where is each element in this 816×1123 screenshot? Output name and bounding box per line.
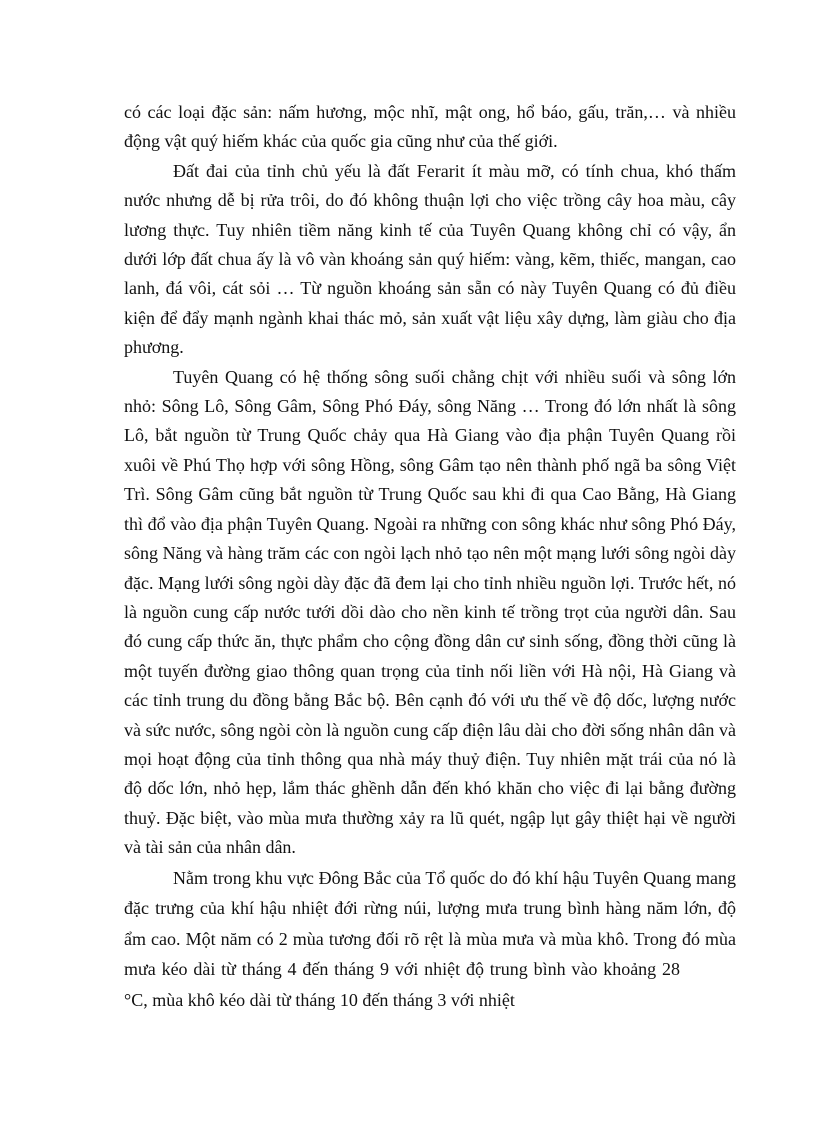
document-page bbox=[124, 98, 736, 1015]
climate-text-before: Nằm trong khu vực Đông Bắc của Tổ quốc do đó khí hậu Tuyên Quang mang đặc trưng của khí hậu nhiệt đới rừng núi, lượng mưa trung bình hàng năm lớn, độ ẩm cao. Một năm có 2 mùa tương đối rõ rệt là mùa mưa và mùa khô. Trong đó mùa mưa kéo dài từ tháng 4 đến tháng 9 với nhiệt độ trung bình vào khoảng 28 bbox=[124, 867, 736, 980]
paragraph-soil-minerals: Đất đai của tỉnh chủ yếu là đất Ferarit ít màu mỡ, có tính chua, khó thấm nước nhưng dễ bị rửa trôi, do đó không thuận lợi cho việc trồng cây hoa màu, cây lương thực. Tuy nhiên tiềm năng kinh tế của Tuyên Quang không chỉ có vậy, ẩn dưới lớp đất chua ấy là vô vàn khoáng sản quý hiếm: vàng, kẽm, thiếc, mangan, cao lanh, đá vôi, cát sỏi … Từ nguồn khoáng sản sẵn có này Tuyên Quang có đủ điều kiện để đẩy mạnh ngành khai thác mỏ, sản xuất vật liệu xây dựng, làm giàu cho địa phương. bbox=[124, 160, 736, 358]
paragraph-specialties: có các loại đặc sản: nấm hương, mộc nhĩ, mật ong, hổ báo, gấu, trăn,… và nhiều động vật quý hiếm khác của quốc gia cũng như của thế giới. bbox=[124, 102, 736, 152]
paragraph-climate bbox=[124, 863, 736, 1016]
paragraph-rivers: Tuyên Quang có hệ thống sông suối chằng chịt với nhiều suối và sông lớn nhỏ: Sông Lô, Sông Gâm, Sông Phó Đáy, sông Năng … Trong đó lớn nhất là sông Lô, bắt nguồn từ Trung Quốc chảy qua Hà Giang vào địa phận Tuyên Quang rồi xuôi về Phú Thọ hợp với sông Hồng, sông Gâm tạo nên thành phố ngã ba sông Việt Trì. Sông Gâm cũng bắt nguồn từ Trung Quốc sau khi đi qua Cao Bằng, Hà Giang thì đổ vào địa phận Tuyên Quang. Ngoài ra những con sông khác như sông Phó Đáy, sông Năng và hàng trăm các con ngòi lạch nhỏ tạo nên một mạng lưới sông ngòi dày đặc. Mạng lưới sông ngòi dày đặc đã đem lại cho tỉnh nhiều nguồn lợi. Trước hết, nó là nguồn cung cấp nước tưới dồi dào cho nền kinh tế trồng trọt của người dân. Sau đó cung cấp thức ăn, thực phẩm cho cộng đồng dân cư sinh sống, đồng thời cũng là một tuyến đường giao thông quan trọng của tỉnh nối liền với Hà nội, Hà Giang và các tỉnh trung du đồng bằng Bắc bộ. Bên cạnh đó với ưu thế về độ dốc, lượng nước và sức nước, sông ngòi còn là nguồn cung cấp điện lâu dài cho đời sống nhân dân và mọi hoạt động của tỉnh thông qua nhà máy thuỷ điện. Tuy nhiên mặt trái của nó là độ dốc lớn, nhỏ hẹp, lắm thác ghềnh dẫn đến khó khăn cho việc đi lại bằng đường thuỷ. Đặc biệt, vào mùa mưa thường xảy ra lũ quét, ngập lụt gây thiệt hại về người và tài sản của nhân dân. bbox=[124, 366, 736, 858]
climate-text-after: °C, mùa khô kéo dài từ tháng 10 đến tháng 3 với nhiệt bbox=[124, 989, 515, 1010]
